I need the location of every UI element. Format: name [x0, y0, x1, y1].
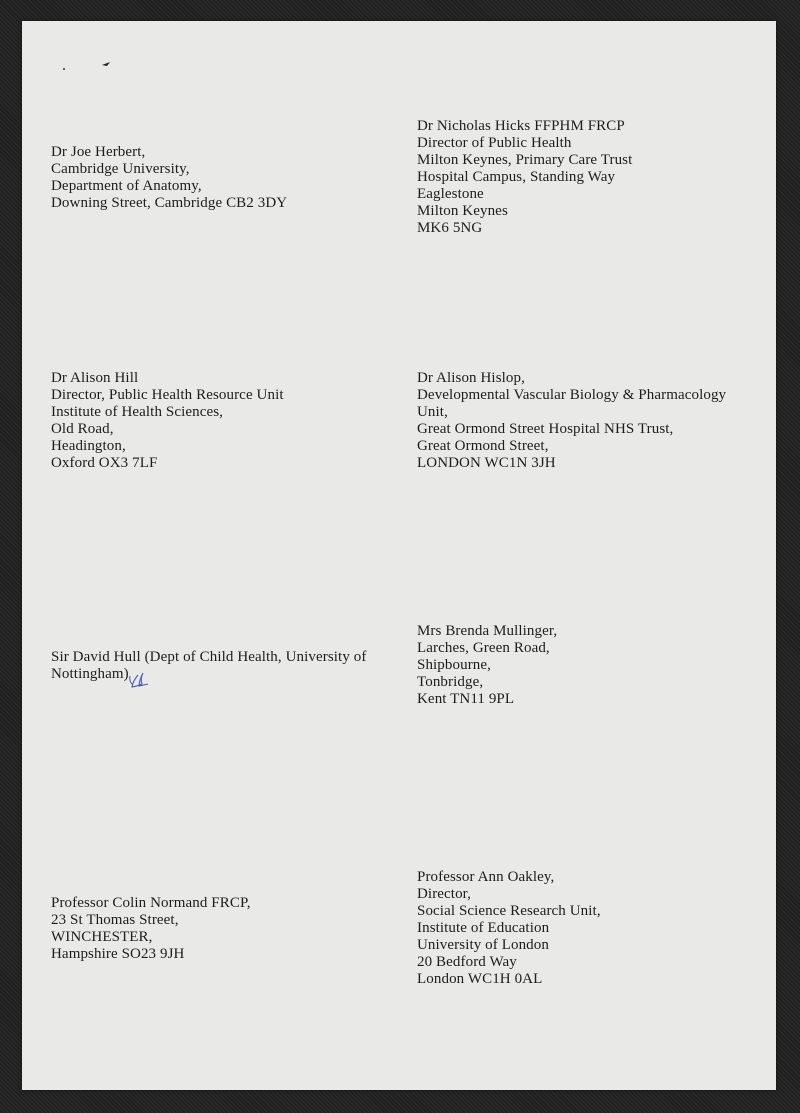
address-line: Milton Keynes: [417, 203, 508, 219]
address-line: Larches, Green Road,: [417, 640, 550, 656]
address-line: Cambridge University,: [51, 161, 190, 177]
address-line: Hospital Campus, Standing Way: [417, 169, 616, 185]
address-line: Tonbridge,: [417, 674, 484, 690]
address-line: Kent TN11 9PL: [417, 691, 515, 707]
address-line: Professor Ann Oakley,: [417, 869, 555, 885]
address-line: Great Ormond Street,: [417, 438, 549, 454]
address-line: Old Road,: [51, 421, 114, 437]
address-hicks: [417, 118, 632, 237]
address-line: Director, Public Health Resource Unit: [51, 387, 284, 403]
address-line: Social Science Research Unit,: [417, 903, 601, 919]
address-line: Great Ormond Street Hospital NHS Trust,: [417, 421, 674, 437]
address-line: 20 Bedford Way: [417, 954, 517, 970]
address-line: Institute of Health Sciences,: [51, 404, 224, 420]
address-line: Dr Nicholas Hicks FFPHM FRCP: [417, 118, 625, 134]
address-line: London WC1H 0AL: [417, 971, 543, 987]
address-line: Milton Keynes, Primary Care Trust: [417, 152, 633, 168]
address-herbert: [51, 144, 287, 212]
address-line: Professor Colin Normand FRCP,: [51, 895, 251, 911]
address-line: Director,: [417, 886, 472, 902]
address-line: Nottingham): [51, 666, 129, 682]
address-line: Sir David Hull (Dept of Child Health, University of: [51, 649, 367, 665]
address-line: WINCHESTER,: [51, 929, 153, 945]
address-line: Mrs Brenda Mullinger,: [417, 623, 558, 639]
address-line: Dr Alison Hill: [51, 370, 139, 386]
address-line: Eaglestone: [417, 186, 484, 202]
address-line: Downing Street, Cambridge CB2 3DY: [51, 195, 288, 211]
address-line: MK6 5NG: [417, 220, 483, 236]
address-oakley: [417, 869, 601, 988]
address-line: Department of Anatomy,: [51, 178, 202, 194]
pen-mark: [58, 57, 138, 77]
address-line: Institute of Education: [417, 920, 550, 936]
address-line: Headington,: [51, 438, 126, 454]
address-line: LONDON WC1N 3JH: [417, 455, 556, 471]
address-line: University of London: [417, 937, 549, 953]
address-line: Unit,: [417, 404, 448, 420]
address-line: Dr Alison Hislop,: [417, 370, 525, 386]
address-normand: [51, 895, 251, 963]
handwritten-initials: [126, 667, 162, 693]
address-hislop: [417, 370, 726, 472]
address-mullinger: [417, 623, 557, 708]
address-hull: [51, 649, 366, 683]
address-line: Shipbourne,: [417, 657, 492, 673]
address-line: Hampshire SO23 9JH: [51, 946, 185, 962]
address-line: Oxford OX3 7LF: [51, 455, 158, 471]
address-line: Dr Joe Herbert,: [51, 144, 146, 160]
address-line: Developmental Vascular Biology & Pharmacology: [417, 387, 727, 403]
address-hill: [51, 370, 284, 472]
address-line: 23 St Thomas Street,: [51, 912, 179, 928]
document-page: [22, 21, 776, 1090]
address-line: Director of Public Health: [417, 135, 572, 151]
